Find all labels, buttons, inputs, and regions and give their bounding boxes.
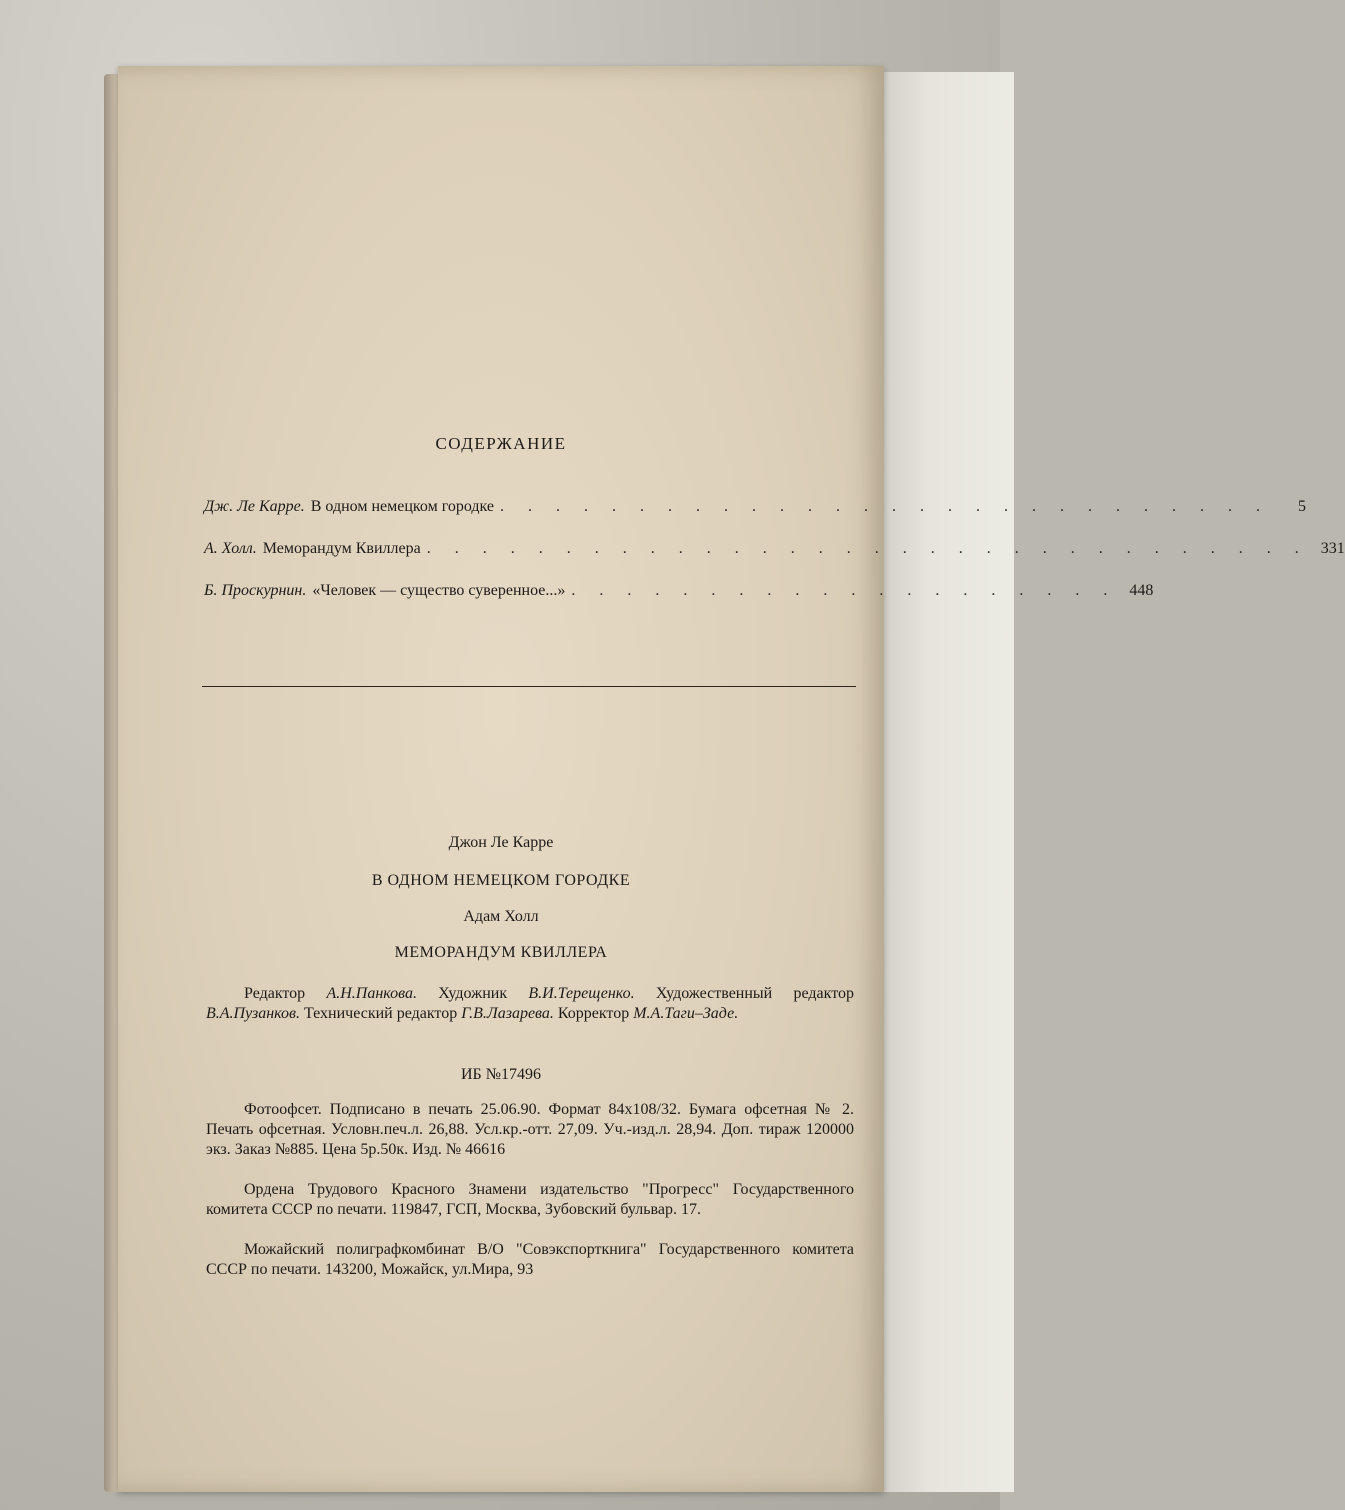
proofreader-label: Корректор bbox=[557, 1005, 630, 1022]
section-divider bbox=[202, 686, 856, 687]
toc-entry-page: 331 bbox=[1320, 540, 1345, 557]
book-page bbox=[118, 66, 1345, 1492]
imprint-author-2: Адам Холл bbox=[463, 908, 539, 925]
toc-heading: СОДЕРЖАНИЕ bbox=[435, 434, 567, 453]
toc-entry-author: Б. Проскурнин. bbox=[204, 582, 307, 599]
toc-entry bbox=[204, 498, 1307, 522]
proofreader-name: М.А.Таги–Заде. bbox=[633, 1005, 739, 1022]
toc-leader-dots: . . . . . . . . . . . . . . . . . . . . . . . . . . . . . . . . bbox=[426, 540, 1309, 557]
tech-editor-label: Технический редактор bbox=[304, 1005, 458, 1022]
editor-name: А.Н.Панкова. bbox=[326, 985, 417, 1002]
toc-leader-dots: . . . . . . . . . . . . . . . . . . . . . . . . . . . . bbox=[500, 498, 1271, 515]
imprint-author-1: Джон Ле Карре bbox=[448, 834, 554, 851]
toc-entry-page: 5 bbox=[1298, 498, 1307, 515]
toc-entry-title: В одном немецком городке bbox=[310, 498, 495, 515]
toc-entry-page: 448 bbox=[1129, 582, 1154, 599]
toc-entry-author: Дж. Ле Карре. bbox=[204, 498, 305, 515]
ib-number: ИБ №17496 bbox=[460, 1066, 541, 1083]
art-editor-name: В.А.Пузанков. bbox=[206, 1005, 300, 1022]
printer-info: Можайский полиграфкомбинат В/О "Совэкспорткнига" Государственного комитета СССР по печати. 143200, Можайск, ул.Мира, 93 bbox=[206, 1241, 854, 1278]
toc-entry-title: «Человек — существо суверенное...» bbox=[312, 582, 566, 599]
print-details: Фотоофсет. Подписано в печать 25.06.90. Формат 84х108/32. Бумага офсетная № 2. Печать офсетная. Условн.печ.л. 26,88. Усл.кр.-отт. 27,09. Уч.-изд.л. 28,94. Доп. тираж 120000 экз. Заказ №885. Цена 5р.50к. Изд. № 46616 bbox=[206, 1101, 854, 1158]
publisher-info: Ордена Трудового Красного Знамени издательство "Прогресс" Государственного комитета СССР по печати. 119847, ГСП, Москва, Зубовский бульвар. 17. bbox=[206, 1181, 854, 1218]
tech-editor-name: Г.В.Лазарева. bbox=[461, 1005, 554, 1022]
toc-entry-author: А. Холл. bbox=[204, 540, 257, 557]
imprint-title-1: В ОДНОМ НЕМЕЦКОМ ГОРОДКЕ bbox=[371, 872, 631, 889]
toc-entry bbox=[204, 540, 1345, 564]
editor-label: Редактор bbox=[244, 985, 306, 1002]
toc-leader-dots: . . . . . . . . . . . . . . . . . . . . bbox=[571, 582, 1118, 599]
imprint-credits bbox=[206, 984, 854, 1024]
artist-label: Художник bbox=[438, 985, 508, 1002]
artist-name: В.И.Терещенко. bbox=[528, 985, 635, 1002]
facing-page bbox=[872, 72, 1014, 1492]
toc-entry-title: Меморандум Квиллера bbox=[262, 540, 421, 557]
toc-entry bbox=[204, 582, 1154, 606]
art-editor-label: Художественный редактор bbox=[655, 985, 854, 1002]
imprint-title-2: МЕМОРАНДУМ КВИЛЛЕРА bbox=[394, 944, 608, 961]
